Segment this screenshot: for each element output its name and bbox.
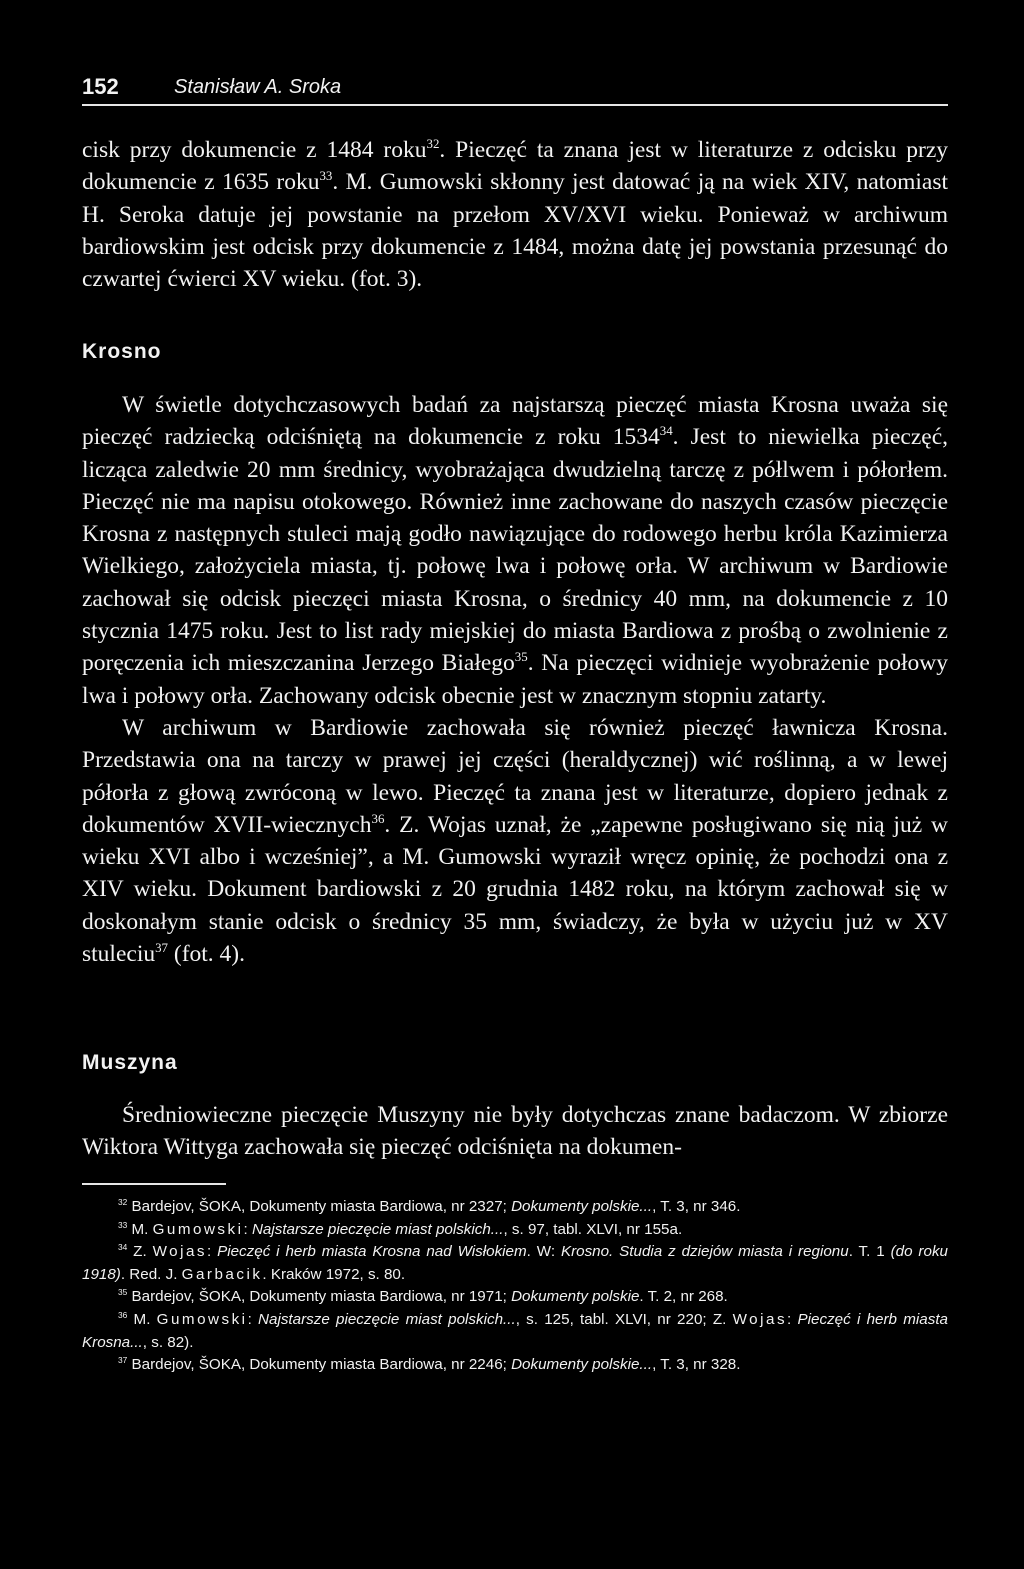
footnote-author: Wojas <box>732 1310 788 1328</box>
footnote-text: . Red. J. <box>120 1265 182 1283</box>
paragraph-text: . M. Gumowski skłonny jest datować ją na wiek XIV, natomiast H. Seroka datuje jej powstanie na przełom XV/XVI wieku. Ponieważ w archiwum bardiowskim jest odcisk przy dokumencie z 1484, można datę jej powstania przesunąć do czwartej ćwierci XV wieku. (fot. 3). <box>82 169 948 293</box>
footnote-author: Garbacik <box>181 1265 263 1283</box>
paragraph-text: W archiwum w Bardiowie zachowała się również pieczęć ławnicza Krosna. Przedstawia ona na tarczy w prawej jej części (heraldycznej) wić roślinną, a w lewej półorła z głową zwróconą w lewo. Pieczęć ta znana jest w literaturze, dopiero jednak z dokumentów XVII-wiecznych <box>82 714 948 838</box>
footnote-title: Dokumenty polskie <box>511 1288 640 1306</box>
footnote-title: (do roku 1918) <box>82 1243 948 1283</box>
footnote-34 <box>82 1241 948 1286</box>
footnote-number: 33 <box>118 1219 128 1230</box>
footnote-33 <box>82 1219 948 1242</box>
footnote-ref-35: 35 <box>514 649 528 665</box>
footnote-32 <box>82 1196 948 1219</box>
footnote-title: Krosno. Studia z dziejów miasta i regionu <box>560 1243 849 1261</box>
footnote-text: : <box>787 1310 798 1328</box>
footnote-author: Wojas <box>152 1243 207 1261</box>
footnote-text: Bardejov, ŠOKA, Dokumenty miasta Bardiowa, nr 2327; <box>127 1198 512 1215</box>
footnote-ref-33: 33 <box>319 168 333 184</box>
footnote-text: : <box>247 1310 259 1328</box>
footnote-text: , s. 97, tabl. XLVI, nr 155a. <box>503 1220 683 1238</box>
footnote-number: 32 <box>118 1196 128 1207</box>
footnote-separator <box>82 1183 226 1185</box>
footnote-text: . W: <box>526 1243 561 1261</box>
footnote-title: Pieczęć i herb miasta Krosna... <box>82 1310 948 1351</box>
footnote-author: Gumowski <box>152 1220 244 1238</box>
footnote-35 <box>82 1286 948 1309</box>
footnote-text: . T. 2, nr 268. <box>639 1288 728 1306</box>
footnote-ref-32: 32 <box>426 136 440 152</box>
footnote-text: Z. <box>127 1243 153 1261</box>
footnote-text: Bardejov, ŠOKA, Dokumenty miasta Bardiowa, nr 1971; <box>127 1288 512 1306</box>
section-heading-muszyna: Muszyna <box>82 1051 178 1074</box>
footnote-ref-36: 36 <box>371 811 385 827</box>
footnote-text: Bardejov, ŠOKA, Dokumenty miasta Bardiowa, nr 2246; <box>127 1356 512 1374</box>
footnote-text: M. <box>127 1310 157 1328</box>
footnote-number: 36 <box>118 1309 128 1320</box>
footnote-text: , T. 3, nr 328. <box>652 1356 741 1374</box>
footnote-title: Dokumenty polskie... <box>511 1356 653 1374</box>
footnotes <box>82 1196 948 1377</box>
paragraph-text: (fot. 4). <box>168 941 246 968</box>
paragraph-muszyna: Średniowieczne pieczęcie Muszyny nie były dotychczas znane badaczom. W zbiorze Wiktora Wittyga zachowała się pieczęć odciśnięta na dokumen- <box>82 1102 948 1161</box>
footnote-number: 34 <box>118 1242 128 1253</box>
footnote-text: M. <box>127 1220 153 1238</box>
footnote-title: Pieczęć i herb miasta Krosna nad Wisłokiem <box>217 1243 527 1261</box>
paragraph-text: W świetle dotychczasowych badań za najstarszą pieczęć miasta Krosna uważa się pieczęć radziecką odciśniętą na dokumencie z roku 1534 <box>82 392 948 451</box>
footnote-text: , s. 82). <box>142 1333 194 1351</box>
footnote-text: : <box>243 1220 252 1238</box>
footnote-37 <box>82 1354 948 1377</box>
footnote-36 <box>82 1309 948 1354</box>
footnote-number: 37 <box>118 1355 128 1366</box>
section-heading-krosno: Krosno <box>82 340 162 363</box>
paragraph-continuation <box>82 134 948 295</box>
footnote-ref-37: 37 <box>155 940 168 956</box>
paragraph-text: . Z. Wojas uznał, że „zapewne posługiwano się nią już w wieku XVI albo i wcześniej”, a M. Gumowski wyraził wręcz opinię, że pochodzi ona z XIV wieku. Dokument bardiowski z 20 grudnia 1482 roku, na którym zachował się w doskonałym stanie odcisk o średnicy 35 mm, świadczy, że była w użyciu już w XV stuleciu <box>82 811 948 968</box>
footnote-text: . Kraków 1972, s. 80. <box>262 1265 406 1283</box>
section-body-krosno <box>82 389 948 970</box>
footnote-text: , s. 125, tabl. XLVI, nr 220; Z. <box>515 1310 733 1328</box>
running-head-author: Stanisław A. Sroka <box>174 76 342 98</box>
footnote-ref-34: 34 <box>659 423 673 439</box>
footnote-text: . T. 1 <box>848 1243 891 1261</box>
paragraph-krosno-1 <box>82 389 948 712</box>
paragraph-text: cisk przy dokumencie z 1484 roku <box>82 137 427 163</box>
paragraph-text: . Na pieczęci widnieje wyobrażenie połowy lwa i połowy orła. Zachowany odcisk obecnie jest w znacznym stopniu zatarty. <box>82 650 949 709</box>
footnote-title: Najstarsze pieczęcie miast polskich... <box>258 1310 516 1328</box>
paragraph-text: . Jest to niewielka pieczęć, licząca zaledwie 20 mm średnicy, wyobrażająca dwudzielną tarczę z półlwem i półorłem. Pieczęć nie ma napisu otokowego. Również inne zachowane do naszych czasów pieczęcie Krosna z następnych stuleci mają godło nawiązujące do rodowego herbu króla Kazimierza Wielkiego, założyciela miasta, tj. połowę lwa i połowę orła. W archiwum w Bardiowie zachował się odcisk pieczęci miasta Krosna, o średnicy 40 mm, na dokumencie z 10 stycznia 1475 roku. Jest to list rady miejskiej do miasta Bardiowa z prośbą o zwolnienie z poręczenia ich mieszczanina Jerzego Białego <box>82 424 948 677</box>
footnote-text: : <box>206 1243 218 1261</box>
footnote-title: Dokumenty polskie... <box>511 1198 653 1215</box>
footnote-title: Najstarsze pieczęcie miast polskich... <box>251 1220 504 1238</box>
footnote-author: Gumowski <box>156 1310 248 1328</box>
paragraph-krosno-2 <box>82 712 948 970</box>
footnote-text: , T. 3, nr 346. <box>652 1198 741 1215</box>
page-header <box>82 72 948 106</box>
footnote-number: 35 <box>118 1287 128 1298</box>
page-number: 152 <box>82 74 119 99</box>
paragraph-text: . Pieczęć ta znana jest w literaturze z odcisku przy dokumencie z 1635 roku <box>82 137 949 196</box>
